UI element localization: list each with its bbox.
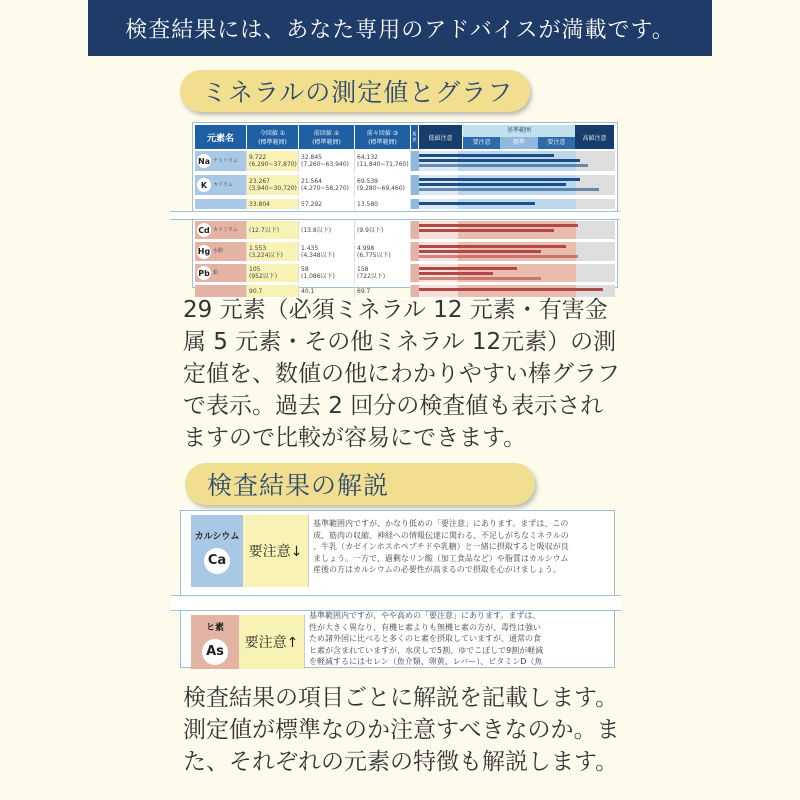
bar [419, 164, 588, 167]
before-previous-value: 13.580 [355, 199, 411, 211]
before-previous-value: 4.998 (6,775以下) [355, 242, 411, 263]
status-label: 要注意↓ [243, 515, 309, 587]
element-name: ヒ素 [205, 622, 224, 633]
bar [419, 178, 580, 181]
before-previous-value: (9.9以下) [355, 221, 411, 241]
bar [419, 224, 578, 227]
table-row [195, 199, 615, 211]
bar [419, 183, 566, 186]
header-before-previous: 前々回値 ③ (標準範囲) [355, 125, 411, 149]
bar [419, 277, 541, 280]
bar [419, 202, 535, 205]
element-badge [191, 615, 239, 669]
current-value: 90.7 [247, 285, 299, 299]
before-previous-value: 69.7 [355, 285, 411, 299]
bar [419, 154, 554, 157]
element-cell [195, 242, 247, 263]
header-current: 今回値 ① (標準範囲) [247, 125, 299, 149]
bar [419, 245, 566, 248]
before-previous-value: 64.132 (11,840~71,760) [355, 151, 411, 173]
header-history: 履歴 [411, 125, 419, 149]
current-value: 1.553 (3,224以下) [247, 242, 299, 263]
element-cell [195, 151, 247, 173]
bar [419, 229, 554, 232]
explanation-text: 基準範囲内ですが、かなり低めの「要注意」にあります。まずは、この 成、筋肉の収縮、神経への情報伝達に関わる、不足しがちなミネラルの 、牛乳（カゼインホスホペプチドや乳糖）と一緒に摂取すると吸収が良 ましょう。一方で、過剰なリン酸（加工食品など）や脂質はカルシウム 産後の方はカルシウムの必要性が高まるので摂取を心がけましょう。 [313, 519, 569, 574]
explanation-row-arsenic [191, 611, 614, 669]
current-value: 33.804 [247, 199, 299, 211]
previous-value: 40.1 [299, 285, 355, 299]
mineral-table [192, 122, 618, 295]
previous-value: 1.435 (4,348以下) [299, 242, 355, 263]
table-row [195, 242, 615, 263]
status-label: 要注意↑ [239, 615, 305, 669]
element-name: ナトリウム [213, 157, 238, 164]
element-cell [195, 199, 247, 211]
header-standard: 標準 [500, 137, 537, 149]
table-row [195, 221, 615, 241]
section-label-minerals [180, 70, 530, 112]
minerals-description: 29 元素（必須ミネラル 12 元素・有害金属 5 元素・その他ミネラル 12元素）の測定値を、数値の他にわかりやすい棒グラフで表示。過去 2 回分の検査値も表示されますので比較が容易にできます。 [183, 297, 620, 451]
bar [419, 255, 578, 258]
header-range [463, 125, 575, 149]
element-name: カリウム [213, 181, 233, 188]
bar [419, 288, 603, 291]
previous-value: 57.292 [299, 199, 355, 211]
explanation-panel [180, 510, 615, 668]
table-row [195, 264, 615, 284]
bar [419, 272, 493, 275]
current-value: (12.7以下) [247, 221, 299, 241]
history-marker [411, 242, 419, 263]
header-caution-low: 要注意 [463, 137, 500, 149]
table-header [195, 125, 615, 149]
element-symbol: Cd [197, 223, 211, 237]
previous-value: 21.564 (4,270~58,270) [299, 175, 355, 197]
element-symbol: Ca [204, 548, 230, 574]
previous-value: 32.845 (7,260~63,940) [299, 151, 355, 173]
element-symbol: Na [197, 154, 211, 168]
element-name: 水銀 [213, 248, 224, 254]
bar-graph [419, 264, 615, 284]
history-marker [411, 151, 419, 173]
bar-graph [419, 199, 615, 211]
bar [419, 250, 541, 253]
bar-graph [419, 151, 615, 173]
header-previous: 前回値 ② (標準範囲) [299, 125, 355, 149]
section-label-text: ミネラルの測定値とグラフ [202, 78, 514, 107]
current-value: 9.722 (6,290~37,870) [247, 151, 299, 173]
element-name: カドミウム [213, 226, 238, 233]
element-symbol: As [202, 639, 228, 665]
bar-graph [419, 221, 615, 241]
header-banner [88, 0, 712, 56]
section-label-text: 検査結果の解説 [207, 471, 390, 500]
table-row [195, 151, 615, 173]
element-symbol: Pb [197, 266, 211, 280]
current-value: 23.267 (3,940~30,720) [247, 175, 299, 197]
bar [419, 267, 517, 270]
bar [419, 159, 580, 162]
history-marker [411, 221, 419, 241]
before-previous-value: 69.539 (9,280~69,460) [355, 175, 411, 197]
section-label-explanation [185, 463, 535, 505]
header-caution-high: 要注意 [538, 137, 575, 149]
bar-graph [419, 242, 615, 263]
element-symbol: K [197, 178, 211, 192]
bar [419, 188, 599, 191]
history-marker [411, 199, 419, 211]
header-low: 低値注意 [419, 125, 463, 149]
previous-value: (13.8以下) [299, 221, 355, 241]
header-title: 検査結果には、あなた専用のアドバイスが満載です。 [125, 17, 675, 43]
bar-graph [419, 175, 615, 197]
before-previous-value: 158 (722以下) [355, 264, 411, 284]
header-high: 高値注意 [575, 125, 615, 149]
previous-value: 58 (1,086以下) [299, 264, 355, 284]
explanation-text: 基準範囲内ですが、やや高めの「要注意」にあります。まずは、 性が大きく異なり、有機ヒ素よりも無機ヒ素の方が、毒性は強い ため諸外国に比べると多くのヒ素を摂取していますが、通常の食 ヒ素が含まれていますが、水戻しで5割、ゆでこぼしで9割が軽減 を軽減するにはセレン（魚介類、卵黄、レバー）、ビタミンD（魚 [309, 611, 544, 666]
element-symbol: Hg [197, 245, 211, 259]
element-name: 鉛 [213, 269, 219, 276]
table-row [195, 175, 615, 197]
explanation-description: 検査結果の項目ごとに解説を記載します。測定値が標準なのか注意すべきなのか。また、それぞれの元素の特徴も解説します。 [183, 685, 620, 775]
history-marker [411, 264, 419, 284]
history-marker [411, 175, 419, 197]
explanation-row-calcium [191, 515, 614, 587]
element-cell [195, 221, 247, 241]
header-element: 元素名 [195, 125, 247, 149]
header-range-label: 基準範囲 [463, 125, 575, 137]
element-badge [191, 515, 243, 587]
element-name: カルシウム [194, 531, 240, 542]
current-value: 105 (952以下) [247, 264, 299, 284]
element-cell [195, 175, 247, 197]
element-cell [195, 264, 247, 284]
break-divider [170, 211, 620, 220]
